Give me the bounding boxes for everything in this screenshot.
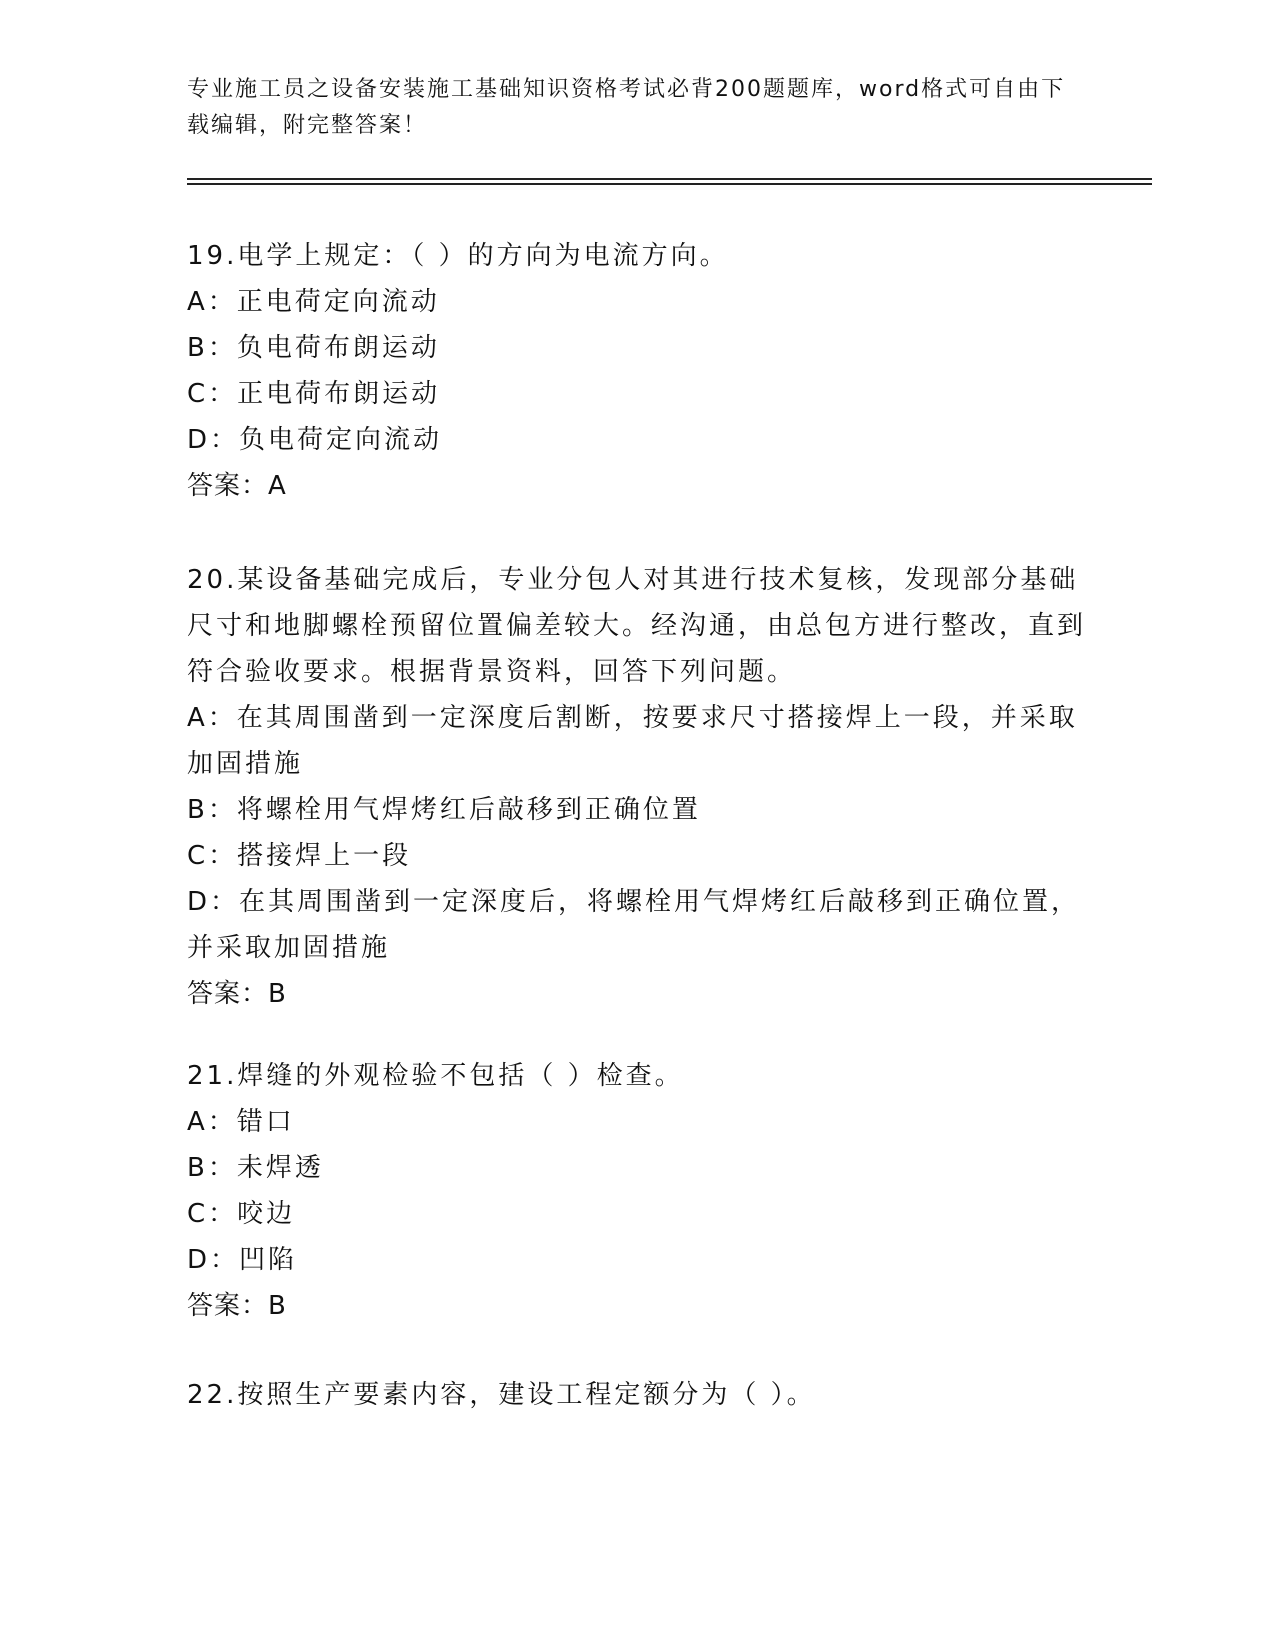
- question-19: [187, 233, 1087, 509]
- answer-line: 答案：B: [187, 1291, 287, 1321]
- question-stem: 21.焊缝的外观检验不包括（ ）检查。: [187, 1061, 684, 1091]
- option-d: D：凹陷: [187, 1245, 298, 1275]
- option-b: B：将螺栓用气焊烤红后敲移到正确位置: [187, 795, 701, 825]
- option-c: C：正电荷布朗运动: [187, 379, 441, 409]
- answer-line: 答案：B: [187, 979, 287, 1009]
- header-divider-top: [187, 178, 1152, 180]
- option-d: D：负电荷定向流动: [187, 425, 443, 455]
- answer-line: 答案：A: [187, 471, 287, 501]
- header-divider-bottom: [187, 183, 1152, 185]
- question-stem: 20.某设备基础完成后，专业分包人对其进行技术复核，发现部分基础尺寸和地脚螺栓预留位置偏差较大。经沟通，由总包方进行整改，直到符合验收要求。根据背景资料，回答下列问题。: [187, 565, 1087, 687]
- question-21: [187, 1053, 1087, 1329]
- option-d: D：在其周围凿到一定深度后，将螺栓用气焊烤红后敲移到正确位置，并采取加固措施: [187, 887, 1081, 963]
- option-c: C：搭接焊上一段: [187, 841, 412, 871]
- option-a: A：错口: [187, 1107, 295, 1137]
- option-b: B：负电荷布朗运动: [187, 333, 440, 363]
- option-c: C：咬边: [187, 1199, 296, 1229]
- document-header: 专业施工员之设备安装施工基础知识资格考试必背200题题库，word格式可自由下载编辑，附完整答案！: [187, 77, 1066, 138]
- question-stem: 19.电学上规定：（ ）的方向为电流方向。: [187, 241, 729, 271]
- option-b: B：未焊透: [187, 1153, 324, 1183]
- question-stem: 22.按照生产要素内容，建设工程定额分为（ ）。: [187, 1380, 816, 1410]
- question-22: [187, 1372, 1087, 1418]
- option-a: A：正电荷定向流动: [187, 287, 440, 317]
- question-20: [187, 557, 1087, 1017]
- option-a: A：在其周围凿到一定深度后割断，按要求尺寸搭接焊上一段，并采取加固措施: [187, 703, 1078, 779]
